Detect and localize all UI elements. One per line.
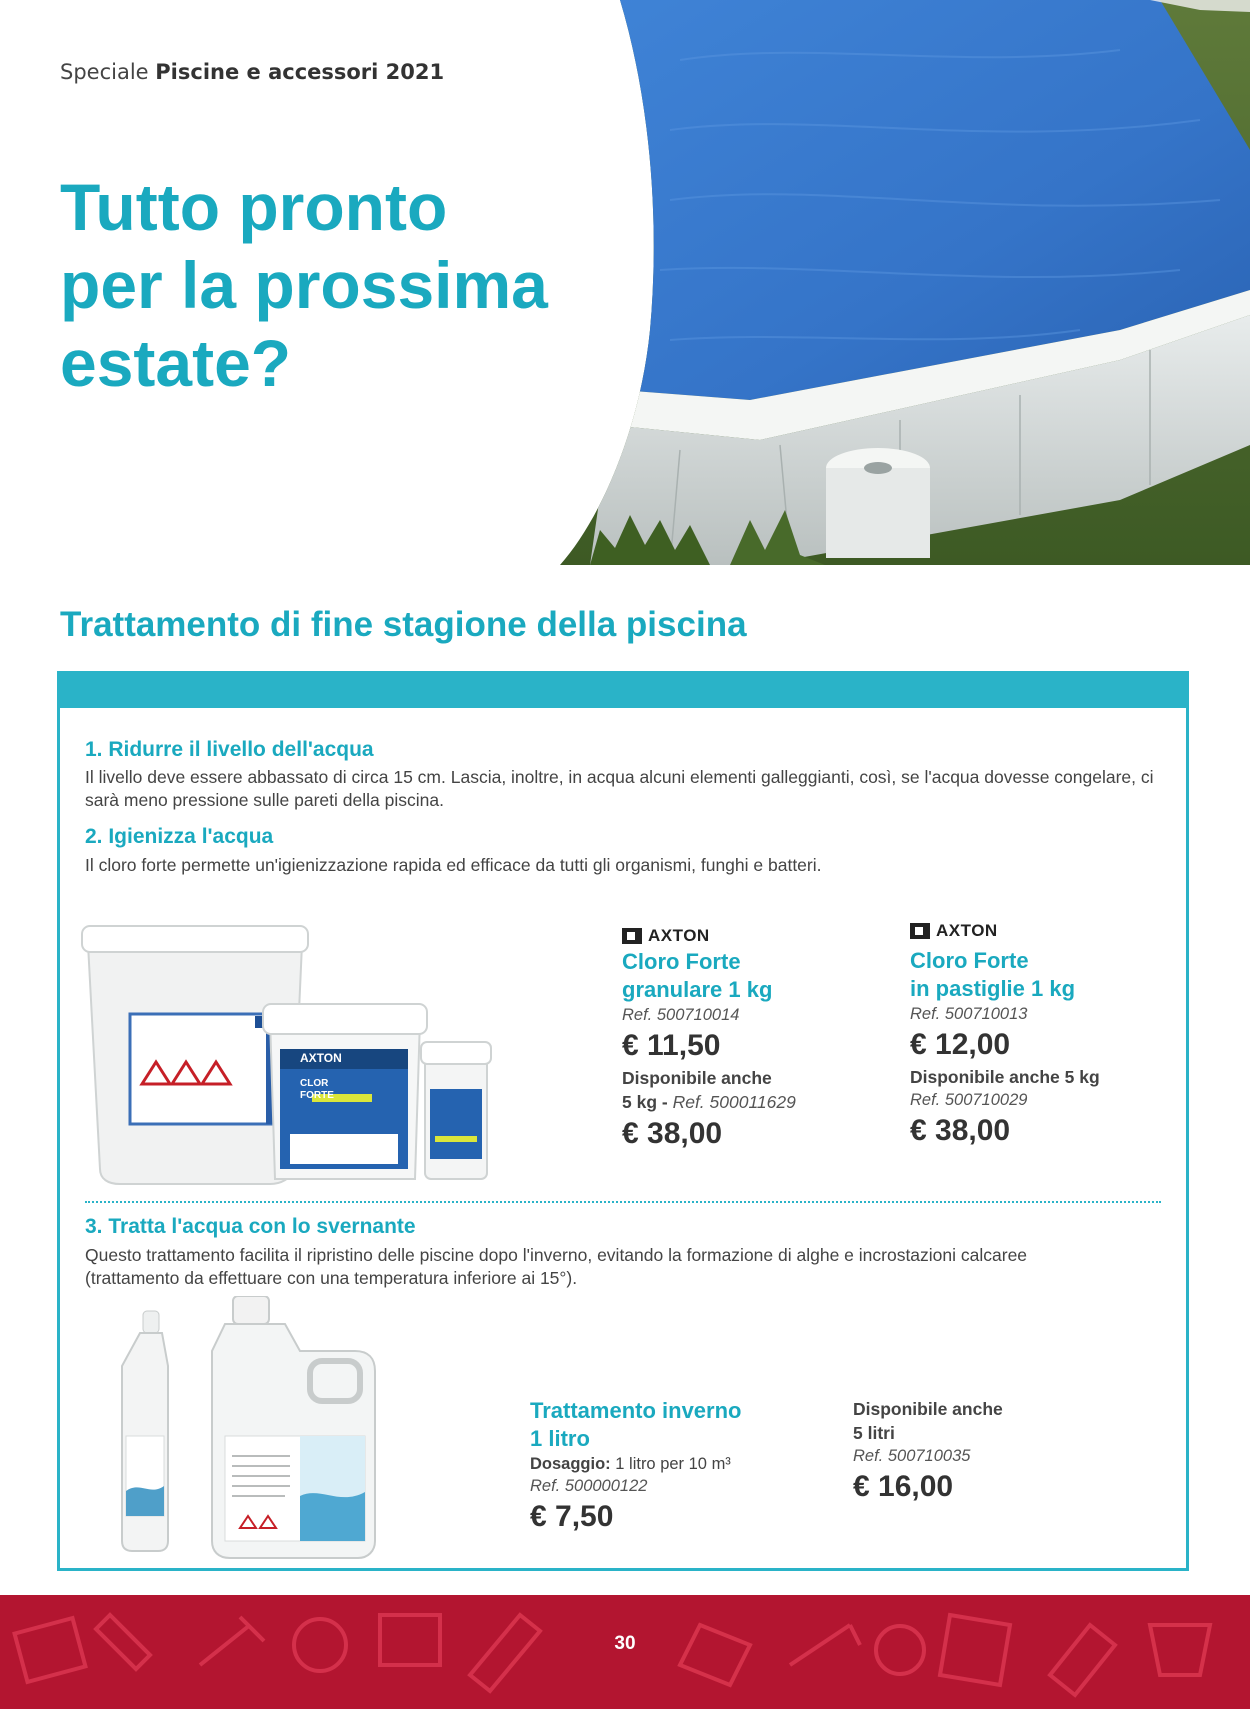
section-title: Trattamento di fine stagione della piscina: [60, 605, 747, 644]
available-size: [622, 1090, 862, 1114]
tub-name-label: FORTE: [300, 1090, 334, 1101]
step-3-text-line: Questo trattamento facilita il ripristino delle piscine dopo l'inverno, evitando la formazione di alghe e incrostazioni calcaree: [85, 1245, 1028, 1265]
brand-name: AXTON: [936, 921, 998, 940]
product-trattamento-5l: [853, 1397, 1113, 1507]
step-3-text-line: (trattamento da effettuare con una temperatura inferiore ai 15°).: [85, 1268, 578, 1288]
product-name: Cloro Forte: [622, 949, 741, 974]
kicker-bold: Piscine e accessori 2021: [155, 60, 445, 84]
page-number: 30: [614, 1633, 636, 1654]
available-price: € 38,00: [622, 1117, 723, 1150]
product-ref: Ref. 500710013: [910, 1005, 1028, 1023]
treatment-box: [57, 671, 1189, 1571]
product-name: in pastiglie 1 kg: [910, 976, 1076, 1001]
product-name: 1 litro: [530, 1426, 590, 1451]
hero-title-line: per la prossima: [60, 248, 548, 322]
brand-logo: [622, 924, 862, 948]
kicker-prefix: Speciale: [60, 60, 149, 84]
product-price: € 11,50: [622, 1029, 721, 1062]
product-price: € 16,00: [853, 1470, 954, 1503]
product-trattamento-inverno: [530, 1397, 820, 1537]
step-2-text: Il cloro forte permette un'igienizzazione rapida ed efficace da tutti gli organismi, funghi e batteri.: [85, 855, 822, 875]
section-divider: [85, 1201, 1161, 1203]
dosage-label: Dosaggio:: [530, 1455, 611, 1473]
tub-brand-label: AXTON: [300, 1051, 342, 1065]
brand-name: AXTON: [648, 926, 710, 945]
winter-treatment-image: [120, 1296, 450, 1561]
product-ref: Ref. 500710014: [622, 1006, 740, 1024]
axton-logo-icon: [910, 923, 930, 939]
chlorine-products-image: [80, 904, 535, 1194]
product-price: € 7,50: [530, 1500, 614, 1533]
product-cloro-pastiglie: [910, 919, 1170, 1151]
step-1-title: 1. Ridurre il livello dell'acqua: [85, 738, 374, 761]
box-header-band: [60, 674, 1186, 708]
step-3-title: 3. Tratta l'acqua con lo svernante: [85, 1215, 416, 1238]
page-kicker: [60, 60, 444, 84]
product-ref: Ref. 500710035: [853, 1447, 971, 1465]
axton-logo-icon: [622, 928, 642, 944]
available-price: € 38,00: [910, 1114, 1011, 1147]
product-cloro-granulare: [622, 924, 862, 1154]
product-ref: Ref. 500000122: [530, 1477, 648, 1495]
step-2-title: 2. Igienizza l'acqua: [85, 825, 274, 848]
page-footer: [0, 1595, 1250, 1709]
dosage-value: 1 litro per 10 m³: [615, 1455, 731, 1473]
available-size-label: 5 kg -: [622, 1092, 673, 1112]
hero-title-line: Tutto pronto: [60, 170, 448, 244]
step-3-text: [85, 1244, 1165, 1290]
product-price: € 12,00: [910, 1028, 1011, 1061]
brand-logo: [910, 919, 1170, 943]
step-1-text: Il livello deve essere abbassato di circa 15 cm. Lascia, inoltre, in acqua alcuni elementi galleggianti, così, se l'acqua dovesse congelare, ci sarà meno pressione sulle pareti della piscina.: [85, 767, 1154, 810]
available-also: Disponibile anche: [622, 1068, 772, 1088]
available-size: 5 litri: [853, 1423, 895, 1443]
product-name: Trattamento inverno: [530, 1398, 742, 1423]
tub-name-label: CLOR: [300, 1078, 329, 1089]
available-ref: Ref. 500011629: [672, 1092, 796, 1112]
product-name: granulare 1 kg: [622, 977, 773, 1002]
product-dosage: [530, 1453, 820, 1475]
available-also: Disponibile anche: [853, 1399, 1003, 1419]
hero-title-line: estate?: [60, 326, 292, 400]
available-also: Disponibile anche 5 kg: [910, 1067, 1100, 1087]
available-ref: Ref. 500710029: [910, 1091, 1028, 1109]
hero-pool-photo: [560, 0, 1250, 565]
product-name: Cloro Forte: [910, 948, 1029, 973]
